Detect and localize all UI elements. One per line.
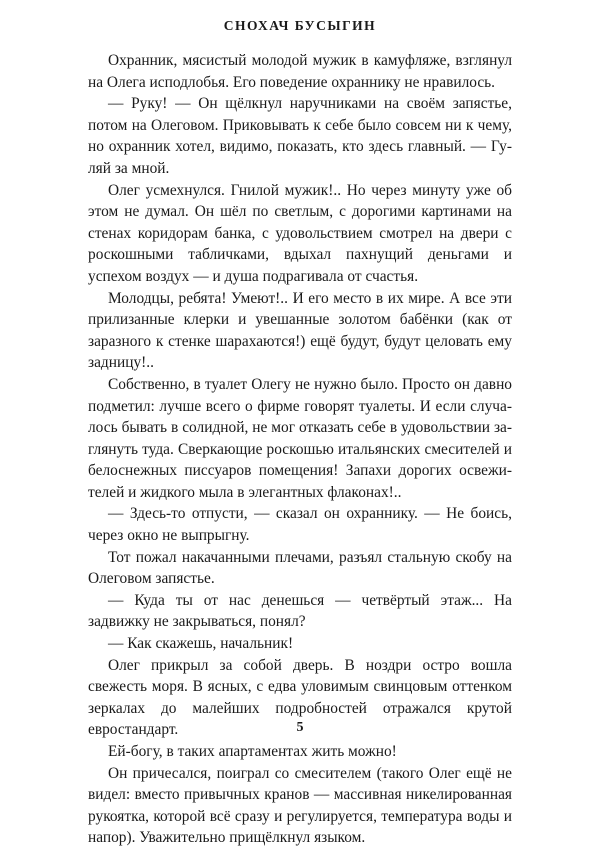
paragraph: — Здесь-то отпусти, — сказал он охраннику. — Не боись, через окно не выпрыгну. xyxy=(88,505,512,545)
paragraph: Тот пожал накачанными плечами, разъял стальную скобу на Олеговом запястье. xyxy=(88,548,512,588)
paragraph: — Руку! — Он щёлкнул наручниками на своём запястье, потом на Олеговом. Приковывать к себе было совсем ни к чему, но охранник хотел, видимо, показать, кто здесь главный. — Гуляй за мной. xyxy=(88,95,512,177)
paragraph: Олег прикрыл за собой дверь. В ноздри остро вошла свежесть моря. В ясных, с едва уловимым свинцовым оттенком зеркалах до малейших подробностей отражался крутой евростандарт. xyxy=(88,656,512,739)
paragraph: — Как скажешь, начальник! xyxy=(108,635,294,653)
paragraph: Олег усмехнулся. Гнилой мужик!.. Но через минуту уже об этом не думал. Он шёл по светлым, с дорогими картинами на стенах коридорам банка, с удовольствием смотрел на двери с роскошными табличками, вдыхал пахнущий деньгами и успехом воздух — и душа подрагивала от счастья. xyxy=(88,181,512,285)
page-number: 5 xyxy=(296,720,304,735)
paragraph: — Куда ты от нас денешься — четвёртый этаж... На задвижку не закрываться, понял? xyxy=(88,591,512,631)
running-head: СНОХАЧ БУСЫГИН xyxy=(223,18,377,33)
paragraph: Молодцы, ребята! Умеют!.. И его место в их мире. А все эти прилизанные клерки и увешанные золотом бабёнки (как от заразного к стенке шарахаются!) ещё будут, будут целовать ему задницу!.. xyxy=(88,289,512,372)
paragraph: Охранник, мясистый молодой мужик в камуфляже, взглянул на Олега исподлобья. Его поведение охраннику не нравилось. xyxy=(88,52,512,91)
paragraph: Он причесался, поиграл со смесителем (такого Олег ещё не видел: вместо привычных кранов — массивная никелированная рукоятка, которой всё сразу и регулируется, температура воды и напор). Уважительно прищёлкнул языком. xyxy=(88,764,512,847)
paragraph: Ей-богу, в таких апартаментах жить можно! xyxy=(108,743,397,760)
paragraph: Собственно, в туалет Олегу не нужно было. Просто он давно подметил: лучше всего о фирме говорят туалеты. И если случалось бывать в солидной, не мог отказать себе в удовольствии заглянуть туда. Сверкающие роскошью итальянских смесителей и белоснежных писсуаров помещения! Запахи дорогих освежителей и жидкого мыла в элегантных флаконах!.. xyxy=(88,375,512,501)
